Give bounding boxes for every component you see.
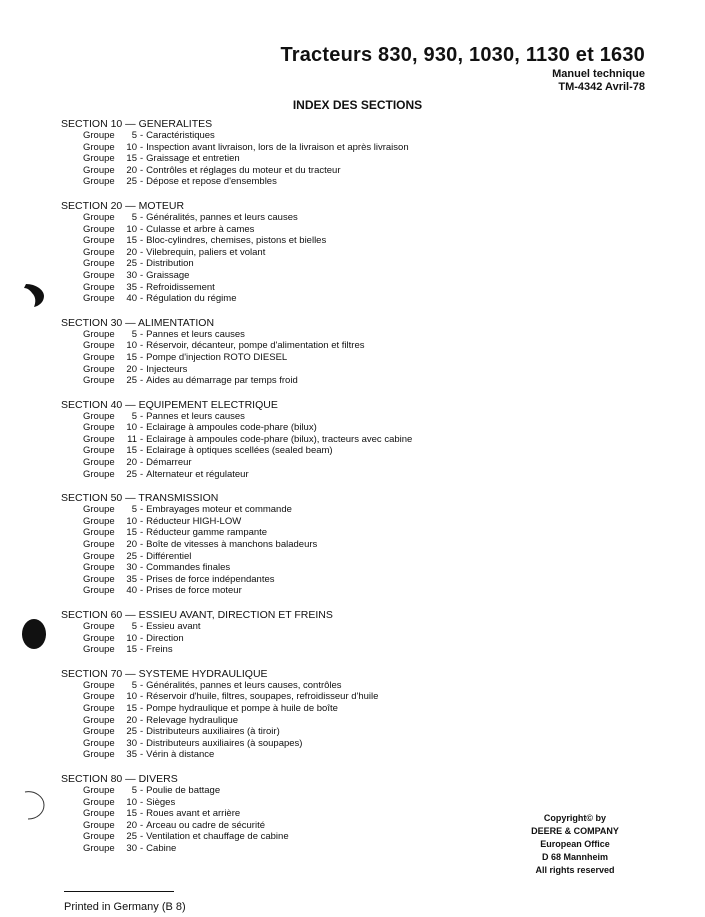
index-section [61, 399, 621, 481]
group-separator: - [140, 702, 144, 714]
group-word: Groupe [83, 130, 115, 141]
group-number: 30 [126, 842, 137, 854]
group-word: Groupe [83, 819, 115, 831]
group-word: Groupe [83, 340, 115, 352]
group-separator: - [140, 504, 144, 516]
group-entry [61, 422, 621, 434]
group-label: Inspection avant livraison, lors de la livraison et après livraison [146, 141, 409, 153]
section-heading: SECTION 40 — EQUIPEMENT ELECTRIQUE [61, 398, 278, 411]
group-label: Bloc-cylindres, chemises, pistons et bielles [146, 235, 327, 247]
group-word: Groupe [83, 422, 115, 434]
group-entry [61, 165, 621, 177]
document-subtitle [552, 68, 645, 94]
group-separator: - [140, 714, 144, 726]
group-label: Commandes finales [146, 562, 231, 574]
group-word: Groupe [83, 702, 115, 714]
group-entry [61, 738, 621, 750]
group-entry [61, 680, 621, 692]
group-separator: - [140, 784, 144, 796]
group-separator: - [140, 340, 144, 352]
section-heading: SECTION 70 — SYSTEME HYDRAULIQUE [61, 667, 268, 680]
group-separator: - [140, 457, 144, 469]
group-label: Réservoir d'huile, filtres, soupapes, refroidisseur d'huile [146, 691, 379, 703]
group-separator: - [140, 539, 144, 551]
group-label: Réducteur HIGH-LOW [146, 515, 242, 527]
group-separator: - [140, 293, 144, 305]
index-section [61, 668, 621, 761]
group-number: 10 [126, 340, 137, 352]
group-entry [61, 224, 621, 236]
group-separator: - [140, 269, 144, 281]
group-word: Groupe [83, 632, 115, 644]
group-label: Régulation du régime [146, 293, 237, 305]
group-word: Groupe [83, 269, 115, 281]
group-word: Groupe [83, 515, 115, 527]
sections-index [61, 118, 621, 867]
group-number: 15 [126, 808, 137, 820]
group-word: Groupe [83, 445, 115, 457]
group-word: Groupe [83, 281, 115, 293]
group-number: 10 [126, 422, 137, 434]
group-word: Groupe [83, 644, 115, 656]
group-word: Groupe [83, 328, 115, 340]
group-entry [61, 142, 621, 154]
group-separator: - [140, 445, 144, 457]
group-entry [61, 469, 621, 481]
index-section [61, 609, 621, 656]
group-separator: - [140, 573, 144, 585]
group-word: Groupe [83, 808, 115, 820]
group-word: Groupe [83, 246, 115, 258]
office-name: European Office [540, 839, 610, 849]
group-separator: - [140, 422, 144, 434]
group-entry [61, 703, 621, 715]
group-entry [61, 364, 621, 376]
group-word: Groupe [83, 457, 115, 469]
manual-type: Manuel technique [552, 68, 645, 80]
group-separator: - [140, 211, 144, 223]
group-number: 25 [126, 176, 137, 188]
group-label: Eclairage à ampoules code-phare (bilux), tracteurs avec cabine [146, 433, 413, 445]
group-label: Poulie de battage [146, 784, 221, 796]
group-separator: - [140, 375, 144, 387]
group-label: Caractéristiques [146, 130, 215, 141]
group-label: Alternateur et régulateur [146, 468, 249, 480]
group-label: Prises de force indépendantes [146, 573, 275, 585]
group-separator: - [140, 130, 144, 141]
group-separator: - [140, 468, 144, 480]
group-word: Groupe [83, 410, 115, 422]
group-entry [61, 212, 621, 224]
group-entry [61, 574, 621, 586]
punch-hole-mark [22, 788, 48, 822]
group-entry [61, 340, 621, 352]
group-label: Arceau ou cadre de sécurité [146, 819, 265, 831]
group-entry [61, 235, 621, 247]
group-word: Groupe [83, 796, 115, 808]
group-number: 15 [126, 235, 137, 247]
group-number: 20 [126, 246, 137, 258]
group-word: Groupe [83, 164, 115, 176]
group-separator: - [140, 796, 144, 808]
index-section [61, 317, 621, 387]
group-number: 25 [126, 468, 137, 480]
group-entry [61, 715, 621, 727]
group-separator: - [140, 258, 144, 270]
group-entry [61, 130, 621, 142]
group-number: 10 [126, 515, 137, 527]
group-entry [61, 434, 621, 446]
group-label: Injecteurs [146, 363, 188, 375]
group-word: Groupe [83, 527, 115, 539]
punch-hole-mark [18, 617, 48, 651]
group-number: 20 [126, 539, 137, 551]
group-separator: - [140, 246, 144, 258]
group-number: 5 [131, 784, 137, 796]
group-entry [61, 726, 621, 738]
group-number: 25 [126, 258, 137, 270]
section-heading: SECTION 80 — DIVERS [61, 772, 178, 785]
group-number: 25 [126, 726, 137, 738]
group-entry [61, 551, 621, 563]
group-label: Direction [146, 632, 184, 644]
group-word: Groupe [83, 433, 115, 445]
group-separator: - [140, 749, 144, 761]
group-label: Généralités, pannes et leurs causes [146, 211, 298, 223]
group-label: Relevage hydraulique [146, 714, 239, 726]
group-label: Distributeurs auxiliaires (à tiroir) [146, 726, 280, 738]
group-entry [61, 539, 621, 551]
section-heading: SECTION 10 — GENERALITES [61, 118, 213, 130]
group-number: 25 [126, 831, 137, 843]
group-word: Groupe [83, 621, 115, 632]
group-word: Groupe [83, 176, 115, 188]
group-word: Groupe [83, 585, 115, 597]
group-entry [61, 270, 621, 282]
group-label: Essieu avant [146, 621, 201, 632]
section-heading: SECTION 30 — ALIMENTATION [61, 316, 215, 329]
group-entry [61, 153, 621, 165]
group-word: Groupe [83, 351, 115, 363]
group-label: Prises de force moteur [146, 585, 242, 597]
section-heading: SECTION 50 — TRANSMISSION [61, 492, 219, 505]
group-separator: - [140, 808, 144, 820]
group-entry [61, 621, 621, 633]
company-name: DEERE & COMPANY [531, 826, 619, 836]
group-label: Eclairage à ampoules code-phare (bilux) [146, 422, 317, 434]
group-separator: - [140, 515, 144, 527]
group-separator: - [140, 550, 144, 562]
group-label: Cabine [146, 842, 177, 854]
group-word: Groupe [83, 153, 115, 165]
group-entry [61, 293, 621, 305]
punch-hole-mark [22, 282, 48, 308]
group-label: Distribution [146, 258, 194, 270]
group-separator: - [140, 562, 144, 574]
group-number: 10 [126, 632, 137, 644]
group-word: Groupe [83, 211, 115, 223]
group-entry [61, 176, 621, 188]
group-entry [61, 797, 621, 809]
group-separator: - [140, 585, 144, 597]
group-label: Différentiel [146, 550, 192, 562]
group-label: Réservoir, décanteur, pompe d'alimentation et filtres [146, 340, 365, 352]
group-entry [61, 411, 621, 423]
group-label: Sièges [146, 796, 176, 808]
group-word: Groupe [83, 691, 115, 703]
group-separator: - [140, 351, 144, 363]
footer-rule [64, 891, 174, 892]
section-heading: SECTION 60 — ESSIEU AVANT, DIRECTION ET FREINS [61, 609, 333, 621]
group-number: 20 [126, 363, 137, 375]
group-number: 10 [126, 223, 137, 235]
group-separator: - [140, 737, 144, 749]
group-word: Groupe [83, 363, 115, 375]
group-entry [61, 445, 621, 457]
manual-reference: TM-4342 Avril-78 [558, 81, 645, 93]
group-word: Groupe [83, 726, 115, 738]
group-number: 15 [126, 644, 137, 656]
group-label: Eclairage à optiques scellées (sealed beam) [146, 445, 333, 457]
group-label: Vilebrequin, paliers et volant [146, 246, 266, 258]
group-number: 40 [126, 585, 137, 597]
group-number: 20 [126, 714, 137, 726]
group-separator: - [140, 726, 144, 738]
group-label: Roues avant et arrière [146, 808, 241, 820]
group-separator: - [140, 153, 144, 165]
group-entry [61, 749, 621, 761]
group-separator: - [140, 691, 144, 703]
index-section [61, 492, 621, 597]
group-number: 15 [126, 351, 137, 363]
group-separator: - [140, 281, 144, 293]
document-title: Tracteurs 830, 930, 1030, 1130 et 1630 [280, 44, 645, 66]
group-label: Contrôles et réglages du moteur et du tracteur [146, 164, 341, 176]
group-label: Ventilation et chauffage de cabine [146, 831, 289, 843]
printed-notice: Printed in Germany (B 8) [64, 901, 186, 913]
group-number: 5 [131, 211, 137, 223]
group-number: 35 [126, 281, 137, 293]
group-entry [61, 562, 621, 574]
group-word: Groupe [83, 550, 115, 562]
group-number: 35 [126, 573, 137, 585]
group-separator: - [140, 235, 144, 247]
group-number: 10 [126, 141, 137, 153]
group-word: Groupe [83, 539, 115, 551]
group-number: 5 [131, 130, 137, 141]
group-separator: - [140, 819, 144, 831]
group-number: 25 [126, 375, 137, 387]
group-word: Groupe [83, 375, 115, 387]
group-entry [61, 585, 621, 597]
group-number: 40 [126, 293, 137, 305]
group-number: 15 [126, 702, 137, 714]
group-label: Dépose et repose d'ensembles [146, 176, 277, 188]
group-word: Groupe [83, 223, 115, 235]
group-word: Groupe [83, 749, 115, 761]
group-word: Groupe [83, 573, 115, 585]
group-entry [61, 516, 621, 528]
group-number: 30 [126, 562, 137, 574]
group-entry [61, 352, 621, 364]
group-word: Groupe [83, 141, 115, 153]
group-label: Pannes et leurs causes [146, 328, 245, 340]
group-separator: - [140, 527, 144, 539]
rights-notice: All rights reserved [535, 865, 615, 875]
group-label: Distributeurs auxiliaires (à soupapes) [146, 737, 303, 749]
group-number: 25 [126, 550, 137, 562]
group-word: Groupe [83, 562, 115, 574]
group-label: Pompe d'injection ROTO DIESEL [146, 351, 288, 363]
group-word: Groupe [83, 784, 115, 796]
group-separator: - [140, 363, 144, 375]
group-entry [61, 504, 621, 516]
group-number: 35 [126, 749, 137, 761]
group-label: Culasse et arbre à cames [146, 223, 255, 235]
group-number: 15 [126, 527, 137, 539]
group-label: Vérin à distance [146, 749, 215, 761]
group-separator: - [140, 433, 144, 445]
group-number: 5 [131, 621, 137, 632]
group-label: Pompe hydraulique et pompe à huile de boîte [146, 702, 338, 714]
group-separator: - [140, 621, 144, 632]
group-label: Démarreur [146, 457, 192, 469]
group-label: Aides au démarrage par temps froid [146, 375, 298, 387]
copyright-block [505, 812, 645, 877]
group-entry [61, 375, 621, 387]
group-word: Groupe [83, 468, 115, 480]
group-separator: - [140, 842, 144, 854]
index-section [61, 118, 621, 188]
index-section [61, 200, 621, 305]
group-separator: - [140, 410, 144, 422]
group-label: Graissage et entretien [146, 153, 240, 165]
group-number: 5 [131, 328, 137, 340]
group-number: 30 [126, 737, 137, 749]
office-city: D 68 Mannheim [541, 852, 608, 862]
group-number: 15 [126, 445, 137, 457]
group-entry [61, 644, 621, 656]
group-word: Groupe [83, 831, 115, 843]
group-separator: - [140, 164, 144, 176]
index-title: INDEX DES SECTIONS [292, 98, 423, 112]
group-separator: - [140, 141, 144, 153]
group-number: 20 [126, 164, 137, 176]
group-separator: - [140, 176, 144, 188]
group-word: Groupe [83, 714, 115, 726]
group-number: 20 [126, 819, 137, 831]
group-word: Groupe [83, 258, 115, 270]
group-word: Groupe [83, 737, 115, 749]
group-number: 5 [131, 410, 137, 422]
group-separator: - [140, 831, 144, 843]
group-label: Réducteur gamme rampante [146, 527, 268, 539]
group-word: Groupe [83, 293, 115, 305]
group-label: Généralités, pannes et leurs causes, contrôles [146, 679, 342, 691]
group-label: Boîte de vitesses à manchons baladeurs [146, 539, 318, 551]
group-separator: - [140, 223, 144, 235]
group-entry [61, 247, 621, 259]
group-label: Embrayages moteur et commande [146, 504, 292, 516]
group-word: Groupe [83, 679, 115, 691]
group-number: 10 [126, 796, 137, 808]
group-separator: - [140, 644, 144, 656]
section-heading: SECTION 20 — MOTEUR [61, 199, 185, 212]
group-entry [61, 282, 621, 294]
group-label: Pannes et leurs causes [146, 410, 245, 422]
group-label: Freins [146, 644, 173, 656]
group-separator: - [140, 632, 144, 644]
group-number: 5 [131, 679, 137, 691]
group-entry [61, 329, 621, 341]
group-number: 11 [127, 433, 137, 445]
group-number: 20 [126, 457, 137, 469]
group-word: Groupe [83, 504, 115, 516]
group-separator: - [140, 328, 144, 340]
group-entry [61, 785, 621, 797]
group-entry [61, 258, 621, 270]
group-entry [61, 633, 621, 645]
group-number: 15 [126, 153, 137, 165]
group-word: Groupe [83, 842, 115, 854]
group-label: Graissage [146, 269, 190, 281]
copyright-line: Copyright© by [543, 813, 607, 823]
group-number: 10 [126, 691, 137, 703]
group-separator: - [140, 679, 144, 691]
group-number: 30 [126, 269, 137, 281]
group-number: 5 [131, 504, 137, 516]
group-entry [61, 457, 621, 469]
group-entry [61, 527, 621, 539]
group-label: Refroidissement [146, 281, 215, 293]
group-entry [61, 691, 621, 703]
group-word: Groupe [83, 235, 115, 247]
